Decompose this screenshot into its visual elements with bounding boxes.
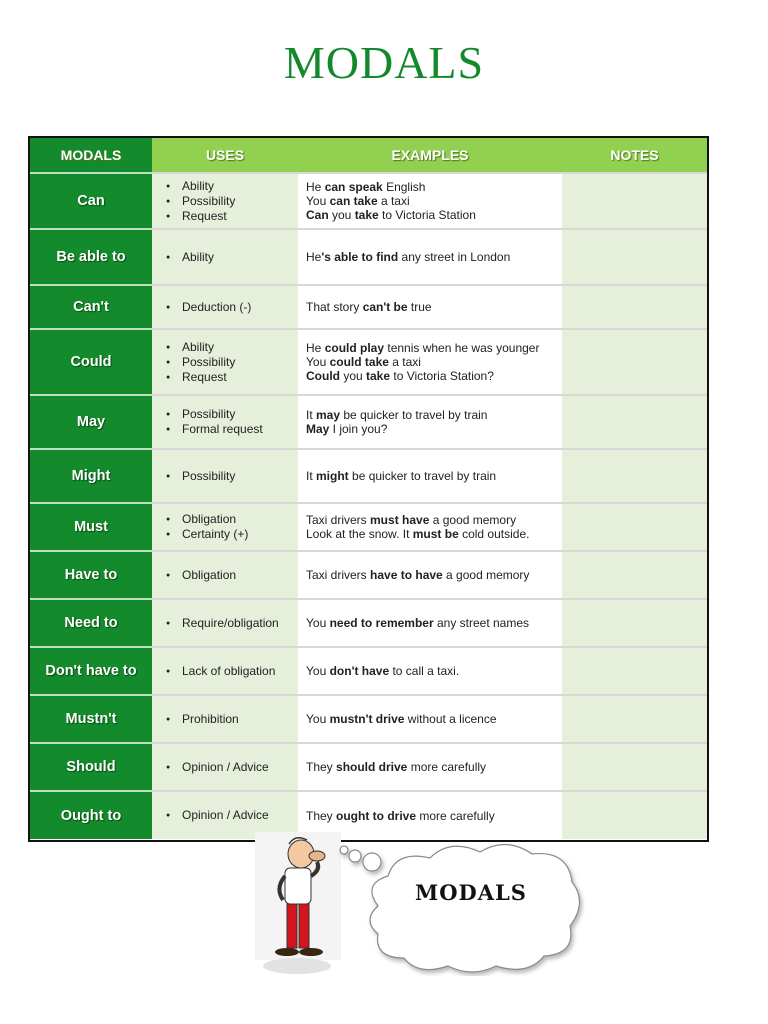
example-modal-phrase: Could [306,369,340,383]
modal-cell: Could [30,329,152,395]
uses-list [164,407,298,437]
notes-cell [562,791,707,839]
example-text: a good memory [429,513,517,527]
table-row [30,695,707,743]
example-modal-phrase: must be [412,527,459,541]
modal-cell: Need to [30,599,152,647]
examples-cell [298,599,562,647]
header-modals: MODALS [30,138,152,173]
example-line [306,760,562,774]
example-text: more carefully [407,760,487,774]
uses-cell [152,329,298,395]
uses-list [164,712,298,727]
example-line [306,712,562,726]
example-text: be quicker to travel by train [348,469,497,483]
example-modal-phrase: should drive [336,760,408,774]
uses-cell [152,229,298,285]
examples-cell [298,329,562,395]
example-line [306,208,562,222]
example-modal-phrase: must have [370,513,430,527]
thinking-man-illustration [255,832,341,992]
use-item: ● Obligation [164,568,298,583]
example-line [306,809,562,823]
modal-cell: Have to [30,551,152,599]
notes-cell [562,395,707,449]
modal-cell: Must [30,503,152,551]
use-item: ● Opinion / Advice [164,760,298,775]
examples-cell [298,173,562,229]
example-modal-phrase: ought to drive [336,808,417,823]
uses-cell [152,647,298,695]
example-text: a good memory [442,568,530,582]
uses-list [164,808,298,823]
uses-list [164,250,298,265]
example-line [306,341,562,355]
example-line [306,513,562,527]
table-row [30,173,707,229]
modal-cell: Be able to [30,229,152,285]
example-text: He [306,180,325,194]
modal-cell: Don't have to [30,647,152,695]
notes-cell [562,329,707,395]
uses-list [164,340,298,385]
example-text: you [340,369,367,383]
example-text: be quicker to travel by train [340,408,488,422]
uses-list [164,616,298,631]
uses-cell [152,503,298,551]
uses-list [164,179,298,224]
example-text: true [407,300,432,314]
example-line [306,355,562,369]
table-row [30,395,707,449]
uses-cell [152,551,298,599]
table-header-row [30,138,707,173]
use-item: ● Ability [164,179,298,194]
thought-bubble [338,836,588,976]
example-line [306,616,562,630]
table-body [30,173,707,839]
example-text: English [382,180,426,194]
uses-cell [152,695,298,743]
table-row [30,743,707,791]
examples-cell [298,395,562,449]
table-row [30,551,707,599]
example-text: It [306,408,317,422]
example-text: a taxi [388,355,421,369]
notes-cell [562,503,707,551]
example-text: You [306,355,330,369]
use-item: ● Request [164,370,298,385]
example-text: more carefully [416,808,495,823]
use-item: ● Certainty (+) [164,527,298,542]
example-text: any street names [433,616,530,630]
example-modal-phrase: don't have [329,664,390,678]
example-modal-phrase: take [366,369,391,383]
example-text: He [306,250,322,264]
example-line [306,422,562,436]
use-item: ● Prohibition [164,712,298,727]
uses-list [164,760,298,775]
uses-cell [152,173,298,229]
use-item: ● Opinion / Advice [164,808,298,823]
notes-cell [562,599,707,647]
table-row [30,229,707,285]
example-modal-phrase: have to have [370,568,443,582]
example-line [306,568,562,582]
example-text: You [306,616,330,630]
example-modal-phrase: mustn't drive [329,712,405,726]
modal-cell: May [30,395,152,449]
example-line [306,469,562,483]
example-text: Look at the snow. It [306,527,413,541]
example-text: They [306,808,337,823]
examples-cell [298,551,562,599]
table-row [30,791,707,839]
example-modal-phrase: could play [324,341,385,355]
example-line [306,300,562,314]
use-item: ● Request [164,209,298,224]
notes-cell [562,743,707,791]
examples-cell [298,743,562,791]
example-modal-phrase: might [316,469,349,483]
example-line [306,194,562,208]
example-modal-phrase: May [306,422,330,436]
page-title: MODALS [283,37,485,88]
uses-cell [152,285,298,329]
table-row [30,329,707,395]
use-item: ● Possibility [164,407,298,422]
uses-list [164,469,298,484]
example-text: tennis when he was younger [384,341,540,355]
modal-cell: Can [30,173,152,229]
examples-cell [298,285,562,329]
example-text: I join you? [329,422,388,436]
example-line [306,250,562,264]
example-text: You [306,194,330,208]
table-row [30,503,707,551]
example-text: any street in London [398,250,511,264]
uses-list [164,512,298,542]
examples-cell [298,503,562,551]
example-text: to Victoria Station? [390,369,494,383]
example-text: They [306,760,337,774]
uses-list [164,300,298,315]
example-text: Taxi drivers [306,513,371,527]
modal-cell: Might [30,449,152,503]
notes-cell [562,173,707,229]
example-modal-phrase: could take [329,355,389,369]
example-modal-phrase: 's able to find [321,250,399,264]
use-item: ● Ability [164,340,298,355]
modals-table [28,136,709,842]
example-line [306,408,562,422]
modal-cell: Mustn't [30,695,152,743]
example-line [306,527,562,541]
use-item: ● Possibility [164,355,298,370]
example-modal-phrase: may [316,408,341,422]
example-modal-phrase: take [354,208,379,222]
notes-cell [562,229,707,285]
use-item: ● Deduction (-) [164,300,298,315]
table-row [30,599,707,647]
example-text: to Victoria Station [378,208,476,222]
header-examples: EXAMPLES [298,138,562,173]
example-text: cold outside. [458,527,530,541]
uses-cell [152,743,298,791]
notes-cell [562,647,707,695]
notes-cell [562,449,707,503]
examples-cell [298,229,562,285]
example-line [306,369,562,383]
header-uses: USES [152,138,298,173]
examples-cell [298,449,562,503]
uses-cell [152,599,298,647]
example-modal-phrase: can speak [324,180,383,194]
example-text: to call a taxi. [389,664,460,678]
example-text: He [306,341,325,355]
use-item: ● Obligation [164,512,298,527]
example-text: you [328,208,355,222]
table-row [30,285,707,329]
table-row [30,647,707,695]
use-item: ● Require/obligation [164,616,298,631]
example-text: Taxi drivers [306,568,371,582]
table-row [30,449,707,503]
use-item: ● Possibility [164,194,298,209]
example-text: a taxi [377,194,410,208]
modal-cell: Should [30,743,152,791]
uses-list [164,568,298,583]
use-item: ● Formal request [164,422,298,437]
uses-cell [152,449,298,503]
example-line [306,180,562,194]
uses-list [164,664,298,679]
modal-cell: Ought to [30,791,152,839]
modal-cell: Can't [30,285,152,329]
notes-cell [562,551,707,599]
example-text: without a licence [404,712,497,726]
example-text: That story [306,300,363,314]
use-item: ● Lack of obligation [164,664,298,679]
example-text: It [306,469,317,483]
examples-cell [298,695,562,743]
example-modal-phrase: can't be [362,300,408,314]
notes-cell [562,285,707,329]
examples-cell [298,647,562,695]
notes-cell [562,695,707,743]
example-text: You [306,712,330,726]
use-item: ● Possibility [164,469,298,484]
example-modal-phrase: need to remember [329,616,434,630]
example-modal-phrase: can take [329,194,378,208]
uses-cell [152,395,298,449]
example-line [306,664,562,678]
use-item: ● Ability [164,250,298,265]
example-modal-phrase: Can [306,208,329,222]
bubble-label: MODALS [415,880,527,905]
header-notes: NOTES [562,138,707,173]
example-text: You [306,664,330,678]
